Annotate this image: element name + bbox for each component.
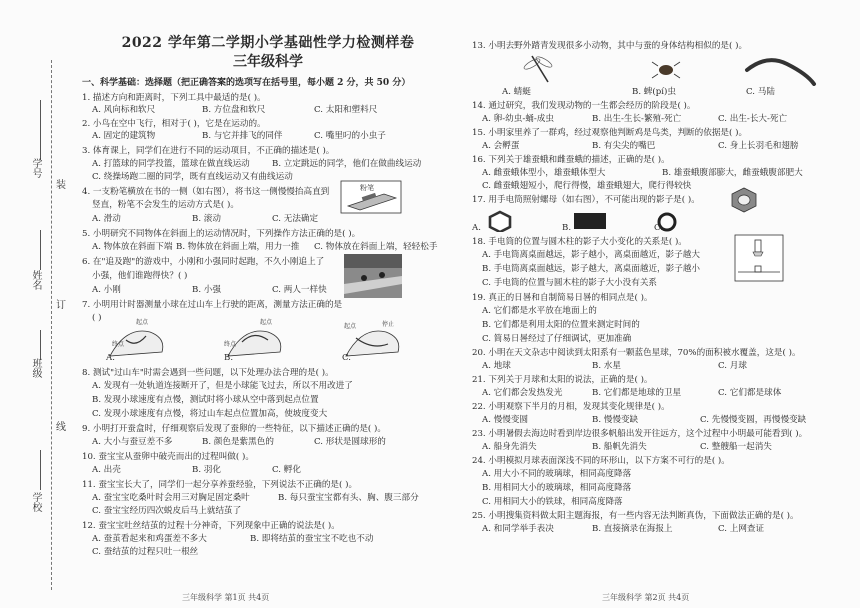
question-9: 9. 小明打开蚕盒时，仔细观察后发现了蚕卵的一些特征，以下描述正确的是( )。 <box>82 424 386 434</box>
q1-option-b[interactable]: B. 方位盘和软尺 <box>202 105 266 115</box>
q20-option-c[interactable]: C. 月球 <box>718 361 747 371</box>
right-column <box>472 0 852 608</box>
question-16: 16. 下列关于雄蚕蛾和雌蚕蛾的描述，正确的是( )。 <box>472 155 670 165</box>
coaster-c-figure <box>344 320 399 356</box>
q16-option-a[interactable]: A. 雌蚕蛾体型小，雄蚕蛾体型大 <box>482 168 606 178</box>
q17-option-c[interactable]: C. <box>654 223 664 233</box>
millipede-icon <box>747 60 814 84</box>
chalk-label: 粉笔 <box>360 184 374 192</box>
q22-option-a[interactable]: A. 慢慢变圆 <box>482 415 529 425</box>
q23-option-b[interactable]: B. 船帆先消失 <box>592 442 647 452</box>
q1-option-a[interactable]: A. 风向标和软尺 <box>92 105 156 115</box>
question-17: 17. 用手电筒照射螺母（如右图），不可能出现的影子是( )。 <box>472 195 700 205</box>
q23-option-c[interactable]: C. 整艘船一起消失 <box>700 442 772 452</box>
q3-option-b[interactable]: B. 立定跳远的同学，他们在做曲线运动 <box>272 159 422 169</box>
dragonfly-icon <box>523 55 554 82</box>
q11-option-c[interactable]: C. 蚕宝宝经历四次蜕皮后马上就结茧了 <box>92 506 242 516</box>
q7-option-c[interactable]: C. <box>342 353 352 363</box>
question-15: 15. 小明家里养了一群鸡，经过观察他判断鸡是鸟类，判断的依据是( )。 <box>472 128 748 138</box>
q10-option-b[interactable]: B. 羽化 <box>192 465 221 475</box>
q6-option-b[interactable]: B. 小强 <box>192 285 221 295</box>
q9-option-c[interactable]: C. 形状是圆球形的 <box>314 437 386 447</box>
exam-subtitle: 三年级科学 <box>233 54 303 70</box>
question-8: 8. 测试"过山车"时需会遇到一些问题，以下处理办法合理的是( )。 <box>82 368 334 378</box>
q4-option-c[interactable]: C. 无法确定 <box>272 214 319 224</box>
q16-option-c[interactable]: C. 雌蚕蛾翅短小，爬行得慢，雄蚕蛾翅大，爬行得较快 <box>482 181 692 191</box>
q3-option-a[interactable]: A. 打篮球的同学投篮，篮球在做直线运动 <box>92 159 250 169</box>
number-blank-line <box>40 100 41 160</box>
q8-option-b[interactable]: B. 发现小球速度有点慢，测试时将小球从空中落到起点位置 <box>92 395 319 405</box>
coaster-b-start-label: 起点 <box>260 319 273 326</box>
rectangle-shadow-icon <box>574 213 606 229</box>
number-label: 学号 <box>30 158 41 178</box>
q24-option-c[interactable]: C. 用相同大小的铁球，相同高度降落 <box>482 497 623 507</box>
class-blank-line <box>40 330 41 360</box>
q9-option-b[interactable]: B. 颜色是紫黑色的 <box>202 437 274 447</box>
q5-option-b[interactable]: B. 物体放在斜面上端，用力一推 <box>176 242 300 252</box>
q15-option-b[interactable]: B. 有尖尖的嘴巴 <box>592 141 656 151</box>
question-18: 18. 手电筒的位置与圆木柱的影子大小变化的关系是( )。 <box>472 237 687 247</box>
q15-option-a[interactable]: A. 会孵蛋 <box>482 141 520 151</box>
question-5: 5. 小明研究不同物体在斜面上的运动情况时，下列操作方法正确的是( )。 <box>82 229 361 239</box>
q17-option-a[interactable]: A. <box>472 223 481 233</box>
coaster-c-start-label: 起点 <box>344 323 357 330</box>
rollercoaster-figures <box>106 318 436 364</box>
question-7: 7. 小明用计时器测量小球在过山车上行驶的距离，测量方法正确的是 <box>82 300 343 310</box>
flashlight-figure <box>734 234 784 282</box>
name-label: 姓名 <box>30 270 41 290</box>
q5-option-a[interactable]: A. 物体放在斜面下端 <box>92 242 173 252</box>
question-13: 13. 小明去野外踏青发现很多小动物，其中与蚕的身体结构相似的是( )。 <box>472 41 748 51</box>
q11-option-a[interactable]: A. 蚕宝宝吃桑叶时会用三对胸足固定桑叶 <box>92 493 250 503</box>
school-label: 学校 <box>30 492 41 512</box>
q25-option-a[interactable]: A. 和同学举手表决 <box>482 524 554 534</box>
question-12: 12. 蚕宝宝吐丝结茧的过程十分神奇，下列现象中正确的说法是( )。 <box>82 521 340 531</box>
q17-option-b[interactable]: B. <box>562 223 572 233</box>
q6-option-a[interactable]: A. 小刚 <box>92 285 121 295</box>
q8-option-a[interactable]: A. 发现有一处轨道连接断开了，但是小球能飞过去，所以不用改进了 <box>92 381 353 391</box>
coaster-b-figure <box>224 318 281 356</box>
tick-icon <box>652 62 680 78</box>
question-10: 10. 蚕宝宝从蚕卵中破壳而出的过程叫做( )。 <box>82 452 254 462</box>
question-4: 4. 一支粉笔横放在书的一侧（如右图），将书这一侧慢慢抬高直到 <box>82 187 330 197</box>
question-21: 21. 下列关于月球和太阳的说法，正确的是( )。 <box>472 375 653 385</box>
animals-figure <box>522 52 822 86</box>
q13-option-b[interactable]: B. 蜱(pí)虫 <box>632 87 676 97</box>
q2-option-c[interactable]: C. 嘴里叼的小虫子 <box>314 131 386 141</box>
class-label: 班级 <box>30 358 41 378</box>
q13-option-a[interactable]: A. 蜻蜓 <box>502 87 531 97</box>
chalk-book-figure <box>340 180 402 214</box>
q10-option-c[interactable]: C. 孵化 <box>272 465 301 475</box>
q6-option-c[interactable]: C. 两人一样快 <box>272 285 327 295</box>
question-23: 23. 小明暑假去海边时看到岸边很多帆船出发开往远方，这个过程中小明最可能看到( )。 <box>472 429 808 439</box>
q19-option-b[interactable]: B. 它们都是利用太阳的位置来测定时间的 <box>482 320 640 330</box>
q14-option-a[interactable]: A. 卵-幼虫-蛹-成虫 <box>482 114 554 124</box>
q15-option-c[interactable]: C. 身上长羽毛和翅膀 <box>718 141 799 151</box>
q12-option-a[interactable]: A. 蚕茧看起来和鸡蛋差不多大 <box>92 534 207 544</box>
question-22: 22. 小明观察下半月的月相，发现其变化规律是( )。 <box>472 402 670 412</box>
question-19: 19. 真正的日晷和自制简易日晷的相同点是( )。 <box>472 293 653 303</box>
q14-option-c[interactable]: C. 出生-长大-死亡 <box>718 114 788 124</box>
q10-option-a[interactable]: A. 出壳 <box>92 465 121 475</box>
q16-option-b[interactable]: B. 雄蚕蛾腹部膨大，雌蚕蛾腹部肥大 <box>662 168 803 178</box>
question-6-cont: 小强，他们谁跑得快？( ) <box>92 271 188 281</box>
q25-option-b[interactable]: B. 直接摘录在海报上 <box>592 524 673 534</box>
coaster-a-figure <box>110 318 163 356</box>
q25-option-c[interactable]: C. 上网查证 <box>718 524 765 534</box>
q18-option-b[interactable]: B. 手电筒离桌面越远，影子越大，离桌面越近，影子越小 <box>482 264 701 274</box>
q21-option-c[interactable]: C. 它们都是球体 <box>718 388 782 398</box>
q11-option-b[interactable]: B. 每只蚕宝宝都有头、胸、腹三部分 <box>278 493 419 503</box>
q13-option-c[interactable]: C. 马陆 <box>746 87 775 97</box>
q24-option-a[interactable]: A. 用大小不同的玻璃球，相同高度降落 <box>482 469 632 479</box>
q1-option-c[interactable]: C. 太阳和塑料尺 <box>314 105 378 115</box>
binding-margin <box>0 0 66 608</box>
q4-option-b[interactable]: B. 滚动 <box>192 214 221 224</box>
q23-option-a[interactable]: A. 船身先消失 <box>482 442 537 452</box>
question-6: 6. 在"追及跑"的游戏中，小刚和小强同时起跑，不久小刚追上了 <box>82 257 325 267</box>
hexagon-shadow-icon <box>490 212 510 232</box>
q2-option-a[interactable]: A. 固定的建筑物 <box>92 131 156 141</box>
q5-option-c[interactable]: C. 物体放在斜面上端，轻轻松手 <box>314 242 438 252</box>
q20-option-a[interactable]: A. 地球 <box>482 361 511 371</box>
question-2: 2. 小鸟在空中飞行，相对于( )，它是在运动的。 <box>82 119 266 129</box>
cut-line <box>51 60 52 590</box>
q14-option-b[interactable]: B. 出生-生长-繁殖-死亡 <box>592 114 682 124</box>
question-3: 3. 体育课上，同学们在进行不同的运动项目，不正确的描述是( )。 <box>82 146 335 156</box>
q20-option-b[interactable]: B. 水星 <box>592 361 621 371</box>
q12-option-b[interactable]: B. 即将结茧的蚕宝宝不吃也不动 <box>250 534 374 544</box>
question-24: 24. 小明模拟月球表面深浅不同的环形山，以下方案不可行的是( )。 <box>472 456 730 466</box>
q18-option-c[interactable]: C. 手电筒的位置与圆木柱的影子大小没有关系 <box>482 278 658 288</box>
question-1: 1. 描述方向和距离时，下列工具中最适的是( )。 <box>82 93 266 103</box>
cut-word-2: 订 <box>56 300 66 311</box>
coaster-c-stop-label: 停止 <box>382 321 395 328</box>
question-4-cont: 竖直，粉笔不会发生的运动方式是( )。 <box>92 200 239 210</box>
exam-title: 2022 学年第二学期小学基础性学力检测样卷 <box>121 35 415 51</box>
q21-option-a[interactable]: A. 它们都会发热发光 <box>482 388 563 398</box>
q3-option-c[interactable]: C. 绕操场跑二圈的同学，既有直线运动又有曲线运动 <box>92 172 293 182</box>
q19-option-c[interactable]: C. 简易日晷经过了仔细调试，更加准确 <box>482 334 632 344</box>
coaster-a-start-label: 起点 <box>136 319 149 326</box>
q12-option-c[interactable]: C. 蚕结茧的过程只吐一根丝 <box>92 547 199 557</box>
cut-word-1: 装 <box>56 180 66 191</box>
name-blank-line <box>40 230 41 270</box>
q24-option-b[interactable]: B. 用相同大小的玻璃球，相同高度降落 <box>482 483 632 493</box>
q4-option-a[interactable]: A. 滑动 <box>92 214 121 224</box>
footer-left: 三年级科学 第1页 共4页 <box>182 593 270 602</box>
question-7-cont: ( ) <box>92 313 102 323</box>
coaster-b-end-label: 终点 <box>224 341 237 348</box>
question-11: 11. 蚕宝宝长大了，同学们一起分享养蚕经验，下列说法不正确的是( )。 <box>82 480 358 490</box>
race-figure <box>344 254 402 298</box>
q18-option-a[interactable]: A. 手电筒离桌面越远，影子越小，离桌面越近，影子越大 <box>482 250 700 260</box>
cut-word-3: 线 <box>56 422 66 433</box>
question-20: 20. 小明在天文杂志中阅读到太阳系有一颗蓝色星球，70%的面积被水覆盖，这是( )。 <box>472 348 801 358</box>
q19-option-a[interactable]: A. 它们都是水平放在地面上的 <box>482 306 597 316</box>
q7-option-a[interactable]: A. <box>106 353 115 363</box>
q22-option-b[interactable]: B. 慢慢变缺 <box>592 415 639 425</box>
q8-option-c[interactable]: C. 发现小球速度有点慢，将过山车起点位置加高，使坡度变大 <box>92 409 328 419</box>
left-column <box>82 0 454 608</box>
footer-right: 三年级科学 第2页 共4页 <box>602 593 690 602</box>
q21-option-b[interactable]: B. 它们都是地球的卫星 <box>592 388 682 398</box>
q22-option-c[interactable]: C. 先慢慢变圆，再慢慢变缺 <box>700 415 807 425</box>
question-14: 14. 通过研究，我们发现动物的一生都会经历的阶段是( )。 <box>472 101 696 111</box>
school-blank-line <box>40 450 41 490</box>
q7-option-b[interactable]: B. <box>224 353 234 363</box>
q9-option-a[interactable]: A. 大小与蚕豆差不多 <box>92 437 173 447</box>
coaster-a-end-label: 终点 <box>112 341 125 348</box>
section-heading: 一、科学基础：选择题（把正确答案的选项写在括号里，每小题 2 分，共 50 分） <box>82 78 411 88</box>
q2-option-b[interactable]: B. 与它并排飞的同伴 <box>202 131 283 141</box>
question-25: 25. 小明搜集资料做太阳主题海报，有一些内容无法判断真伪，下面做法正确的是( )。 <box>472 511 799 521</box>
